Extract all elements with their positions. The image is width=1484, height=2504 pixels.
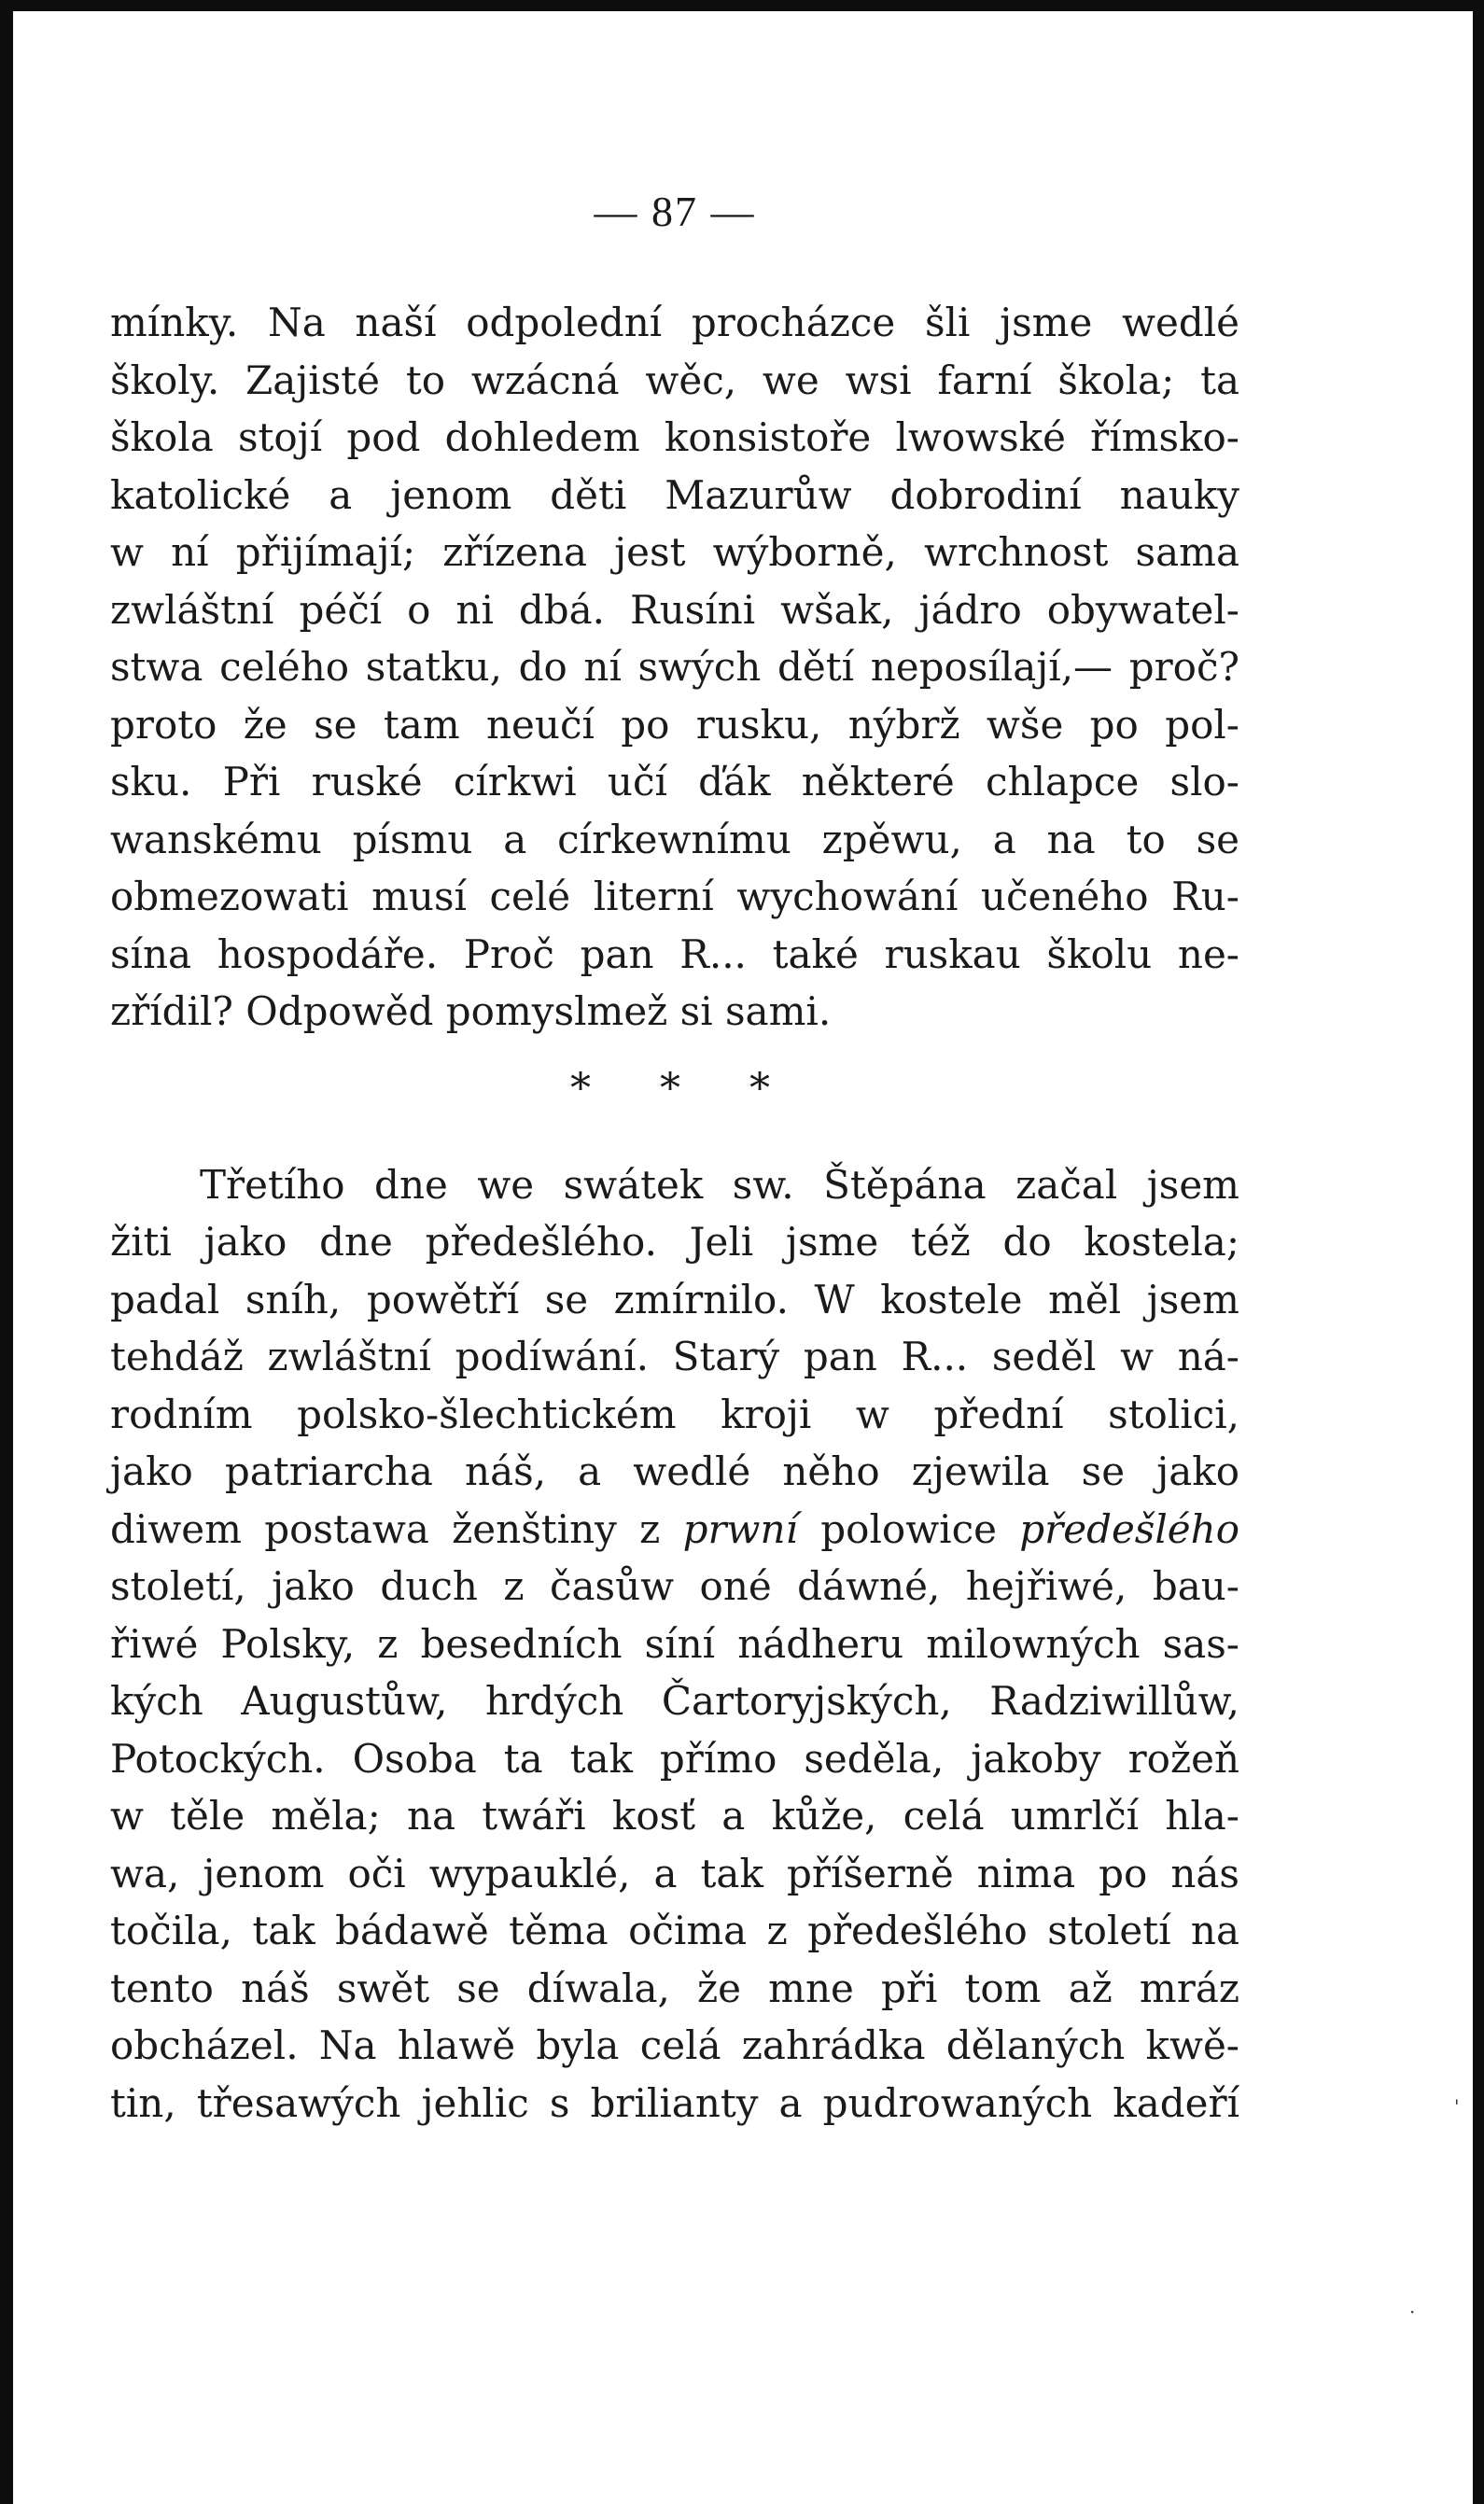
- text-line: škola stojí pod dohledem konsistoře lwowské římsko-: [110, 414, 1239, 460]
- paragraph-1: [110, 294, 1239, 1041]
- italic-word: předešlého: [1019, 1505, 1239, 1552]
- text-line: kých Augustůw, hrdých Čartoryjských, Radziwillůw,: [110, 1678, 1239, 1724]
- text-line: w těle měla; na twáři kosť a kůže, celá umrlčí hla-: [110, 1793, 1239, 1839]
- text-line: tin, třesawých jehlic s brilianty a pudrowaných kadeří: [110, 2079, 1239, 2126]
- text-line: stwa celého statku, do ní swých dětí neposílají,— proč?: [110, 644, 1239, 690]
- text-line: wanskému písmu a církewnímu zpěwu, a na to se: [110, 816, 1239, 862]
- scan-border-left: [0, 0, 13, 2504]
- text-line: mínky. Na naší odpolední procházce šli jsme wedlé: [110, 300, 1239, 345]
- text-fragment: polowice: [798, 1505, 1020, 1552]
- scan-mark: ·: [1409, 2301, 1416, 2323]
- text-line-with-italics: [110, 1501, 1239, 1559]
- text-line: w ní přijímají; zřízena jest wýborně, wrchnost sama: [110, 529, 1239, 575]
- text-line: století, jako duch z časůw oné dáwné, hejřiwé, bau-: [110, 1563, 1239, 1609]
- text-line: školy. Zajisté to wzácná wěc, we wsi farní škola; ta: [110, 357, 1239, 403]
- text-line: Třetího dne we swátek sw. Štěpána začal jsem: [200, 1161, 1239, 1208]
- scan-mark: ': [1454, 2095, 1460, 2118]
- text-line: zřídil? Odpowěd pomyslmež si sami.: [110, 988, 832, 1034]
- text-line: tento náš swět se díwala, že mne při tom až mráz: [110, 1965, 1239, 2011]
- page-number: — 87 —: [594, 188, 756, 235]
- italic-word: prwní: [682, 1505, 798, 1552]
- text-line: řiwé Polsky, z besedních síní nádheru milowných sas-: [110, 1620, 1239, 1667]
- scan-border-right: [1473, 0, 1484, 2504]
- text-fragment: diwem postawa ženštiny z: [110, 1505, 683, 1552]
- text-line: sína hospodáře. Proč pan R... také ruskau školu ne-: [110, 930, 1239, 977]
- text-line: Potockých. Osoba ta tak přímo seděla, jakoby rožeň: [110, 1735, 1239, 1782]
- text-line: tehdáž zwláštní podíwání. Starý pan R... seděl w ná-: [110, 1334, 1239, 1379]
- text-line: točila, tak bádawě těma očima z předešlého století na: [110, 1908, 1239, 1953]
- paragraph-2: [110, 1156, 1239, 2133]
- scan-border-top: [0, 0, 1484, 11]
- text-line: jako patriarcha náš, a wedlé něho zjewila se jako: [110, 1448, 1239, 1494]
- text-line: rodním polsko-šlechtickém kroji w přední stolici,: [110, 1391, 1239, 1437]
- text-line: zwláštní péčí o ni dbá. Rusíni wšak, jádro obywatel-: [110, 586, 1239, 633]
- section-separator: * * *: [570, 1064, 798, 1112]
- text-line: padal sníh, powětří se zmírnilo. W kostele měl jsem: [110, 1276, 1239, 1322]
- text-line: sku. Při ruské církwi učí ďák některé chlapce slo-: [110, 759, 1239, 804]
- text-line: wa, jenom oči wypauklé, a tak příšerně nima po nás: [110, 1850, 1239, 1896]
- text-line: žiti jako dne předešlého. Jeli jsme též do kostela;: [110, 1219, 1239, 1265]
- text-line: obmezowati musí celé literní wychowání učeného Ru-: [110, 874, 1239, 919]
- book-page: [110, 187, 1239, 2132]
- text-line: proto že se tam neučí po rusku, nýbrž wše po pol-: [110, 701, 1239, 748]
- text-line: katolické a jenom děti Mazurůw dobrodiní nauky: [110, 471, 1239, 518]
- text-line: obcházel. Na hlawě byla celá zahrádka dělaných kwě-: [110, 2022, 1239, 2068]
